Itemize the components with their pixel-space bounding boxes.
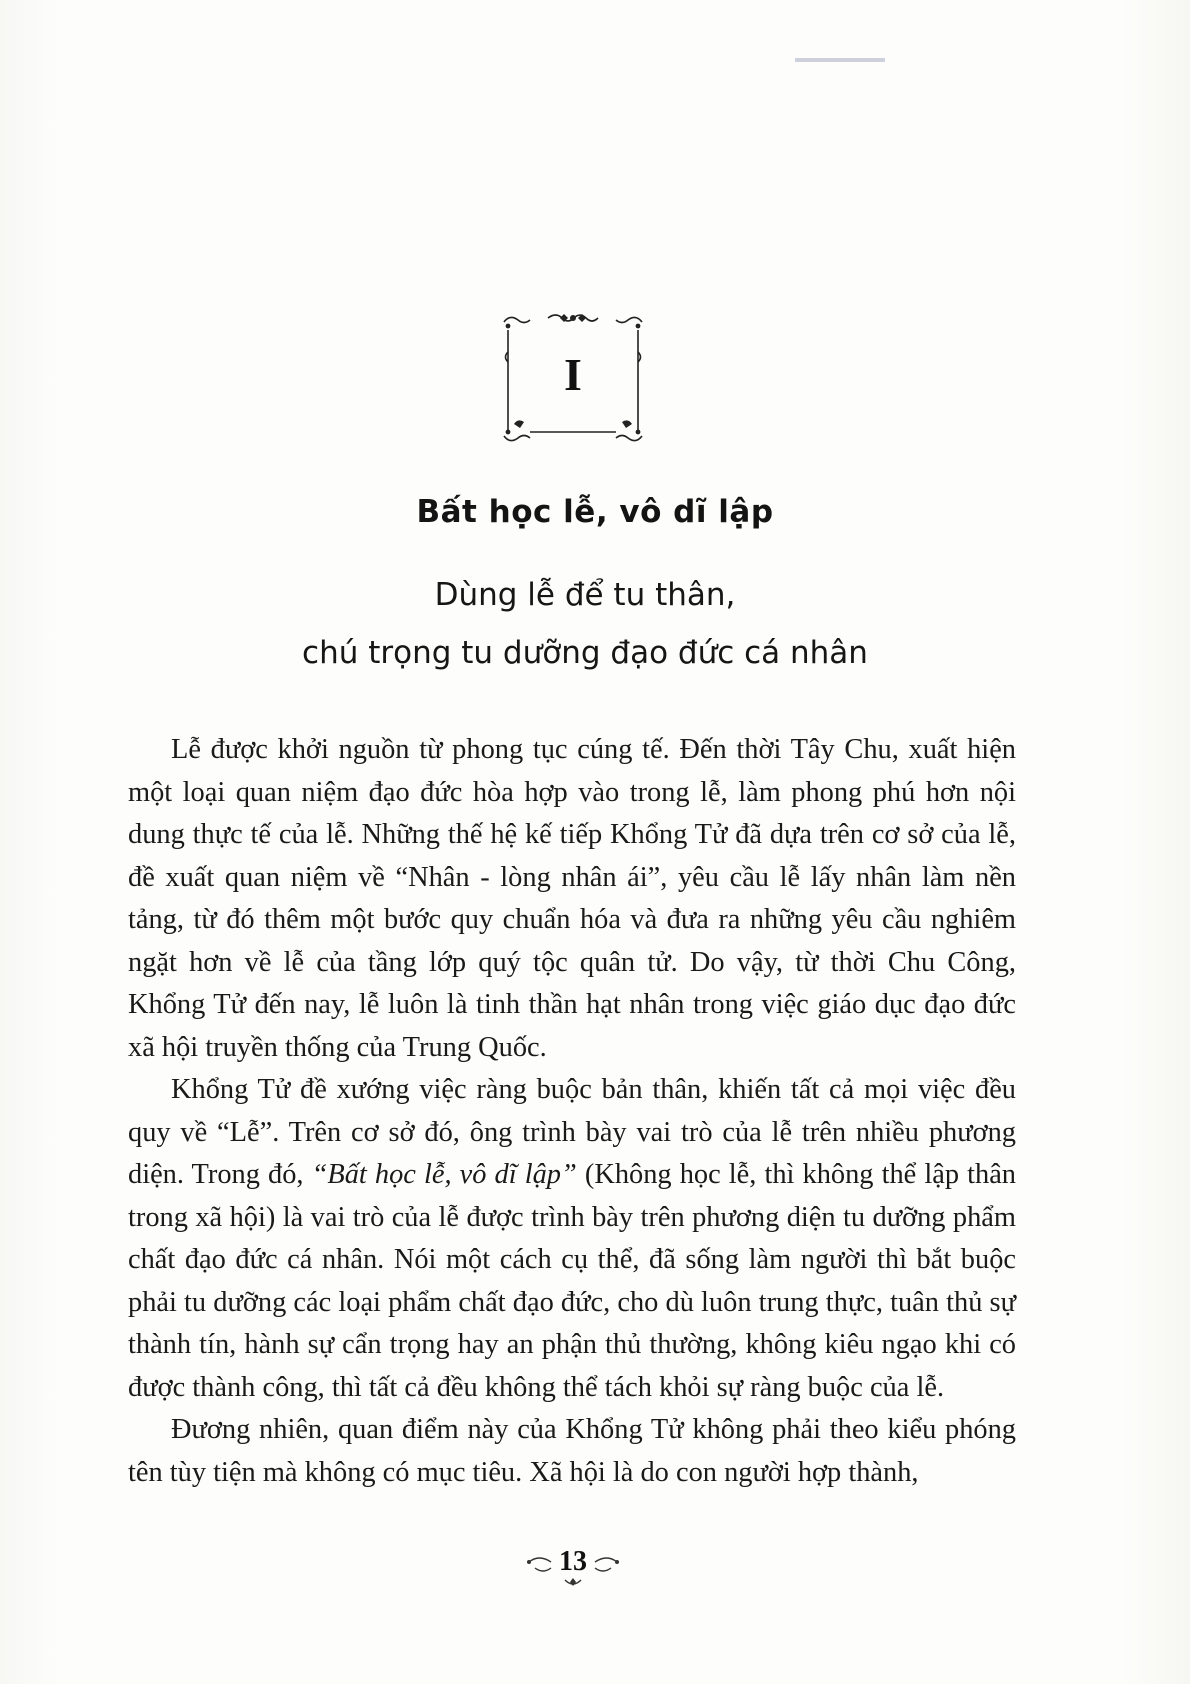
page-number-ornament	[525, 1542, 621, 1590]
paragraph-1: Lễ được khởi nguồn từ phong tục cúng tế. Đến thời Tây Chu, xuất hiện một loại quan niệm đạo đức hòa hợp vào trong lễ, làm phong phú hơn nội dung thực tế của lễ. Những thế hệ kế tiếp Khổng Tử đã dựa trên cơ sở của lễ, đề xuất quan niệm về “Nhân - lòng nhân ái”, yêu cầu lễ lấy nhân làm nền tảng, từ đó thêm một bước quy chuẩn hóa và đưa ra những yêu cầu nghiêm ngặt hơn về lễ của tầng lớp quý tộc quân tử. Do vậy, từ thời Chu Công, Khổng Tử đến nay, lễ luôn là tinh thần hạt nhân trong việc giáo dục đạo đức xã hội truyền thống của Trung Quốc.	[128, 734, 1016, 1063]
paragraph-2-start: Khổng Tử đề xướng việc ràng buộc bản thân, khiến tất cả mọi việc đều quy về “Lễ”. Trên cơ sở đó, ông trình bày vai trò của lễ trên nhiều phương diện. Trong đó,	[128, 1074, 1016, 1190]
paragraph-3: Đương nhiên, quan điểm này của Khổng Tử không phải theo kiểu phóng tên tùy tiện mà không có mục tiêu. Xã hội là do con người hợp thành,	[128, 1414, 1016, 1488]
quoted-saying: “Bất học lễ, vô dĩ lập”	[311, 1159, 577, 1190]
scan-mark	[795, 58, 885, 62]
chapter-title: Bất học lễ, vô dĩ lập	[416, 494, 774, 530]
chapter-number-frame	[500, 312, 646, 446]
subtitle-line-1: Dùng lễ để tu thân,	[434, 577, 736, 613]
subtitle-line-2: chú trọng tu dưỡng đạo đức cá nhân	[302, 635, 868, 671]
body-text	[128, 729, 1016, 1494]
chapter-subtitle	[200, 566, 970, 682]
paragraph-2	[128, 1069, 1016, 1409]
chapter-numeral: I	[564, 349, 582, 400]
paragraph-2-end: (Không học lễ, thì không thể lập thân trong xã hội) là vai trò của lễ được trình bày trên phương diện tu dưỡng phẩm chất đạo đức cá nhân. Nói một cách cụ thể, đã sống làm người thì bắt buộc phải tu dưỡng các loại phẩm chất đạo đức, cho dù luôn trung thực, tuân thủ sự thành tín, hành sự cẩn trọng hay an phận thủ thường, không kiêu ngạo khi có được thành công, thì tất cả đều không thể tách khỏi sự ràng buộc của lễ.	[128, 1159, 1017, 1403]
page-number: 13	[559, 1546, 587, 1577]
